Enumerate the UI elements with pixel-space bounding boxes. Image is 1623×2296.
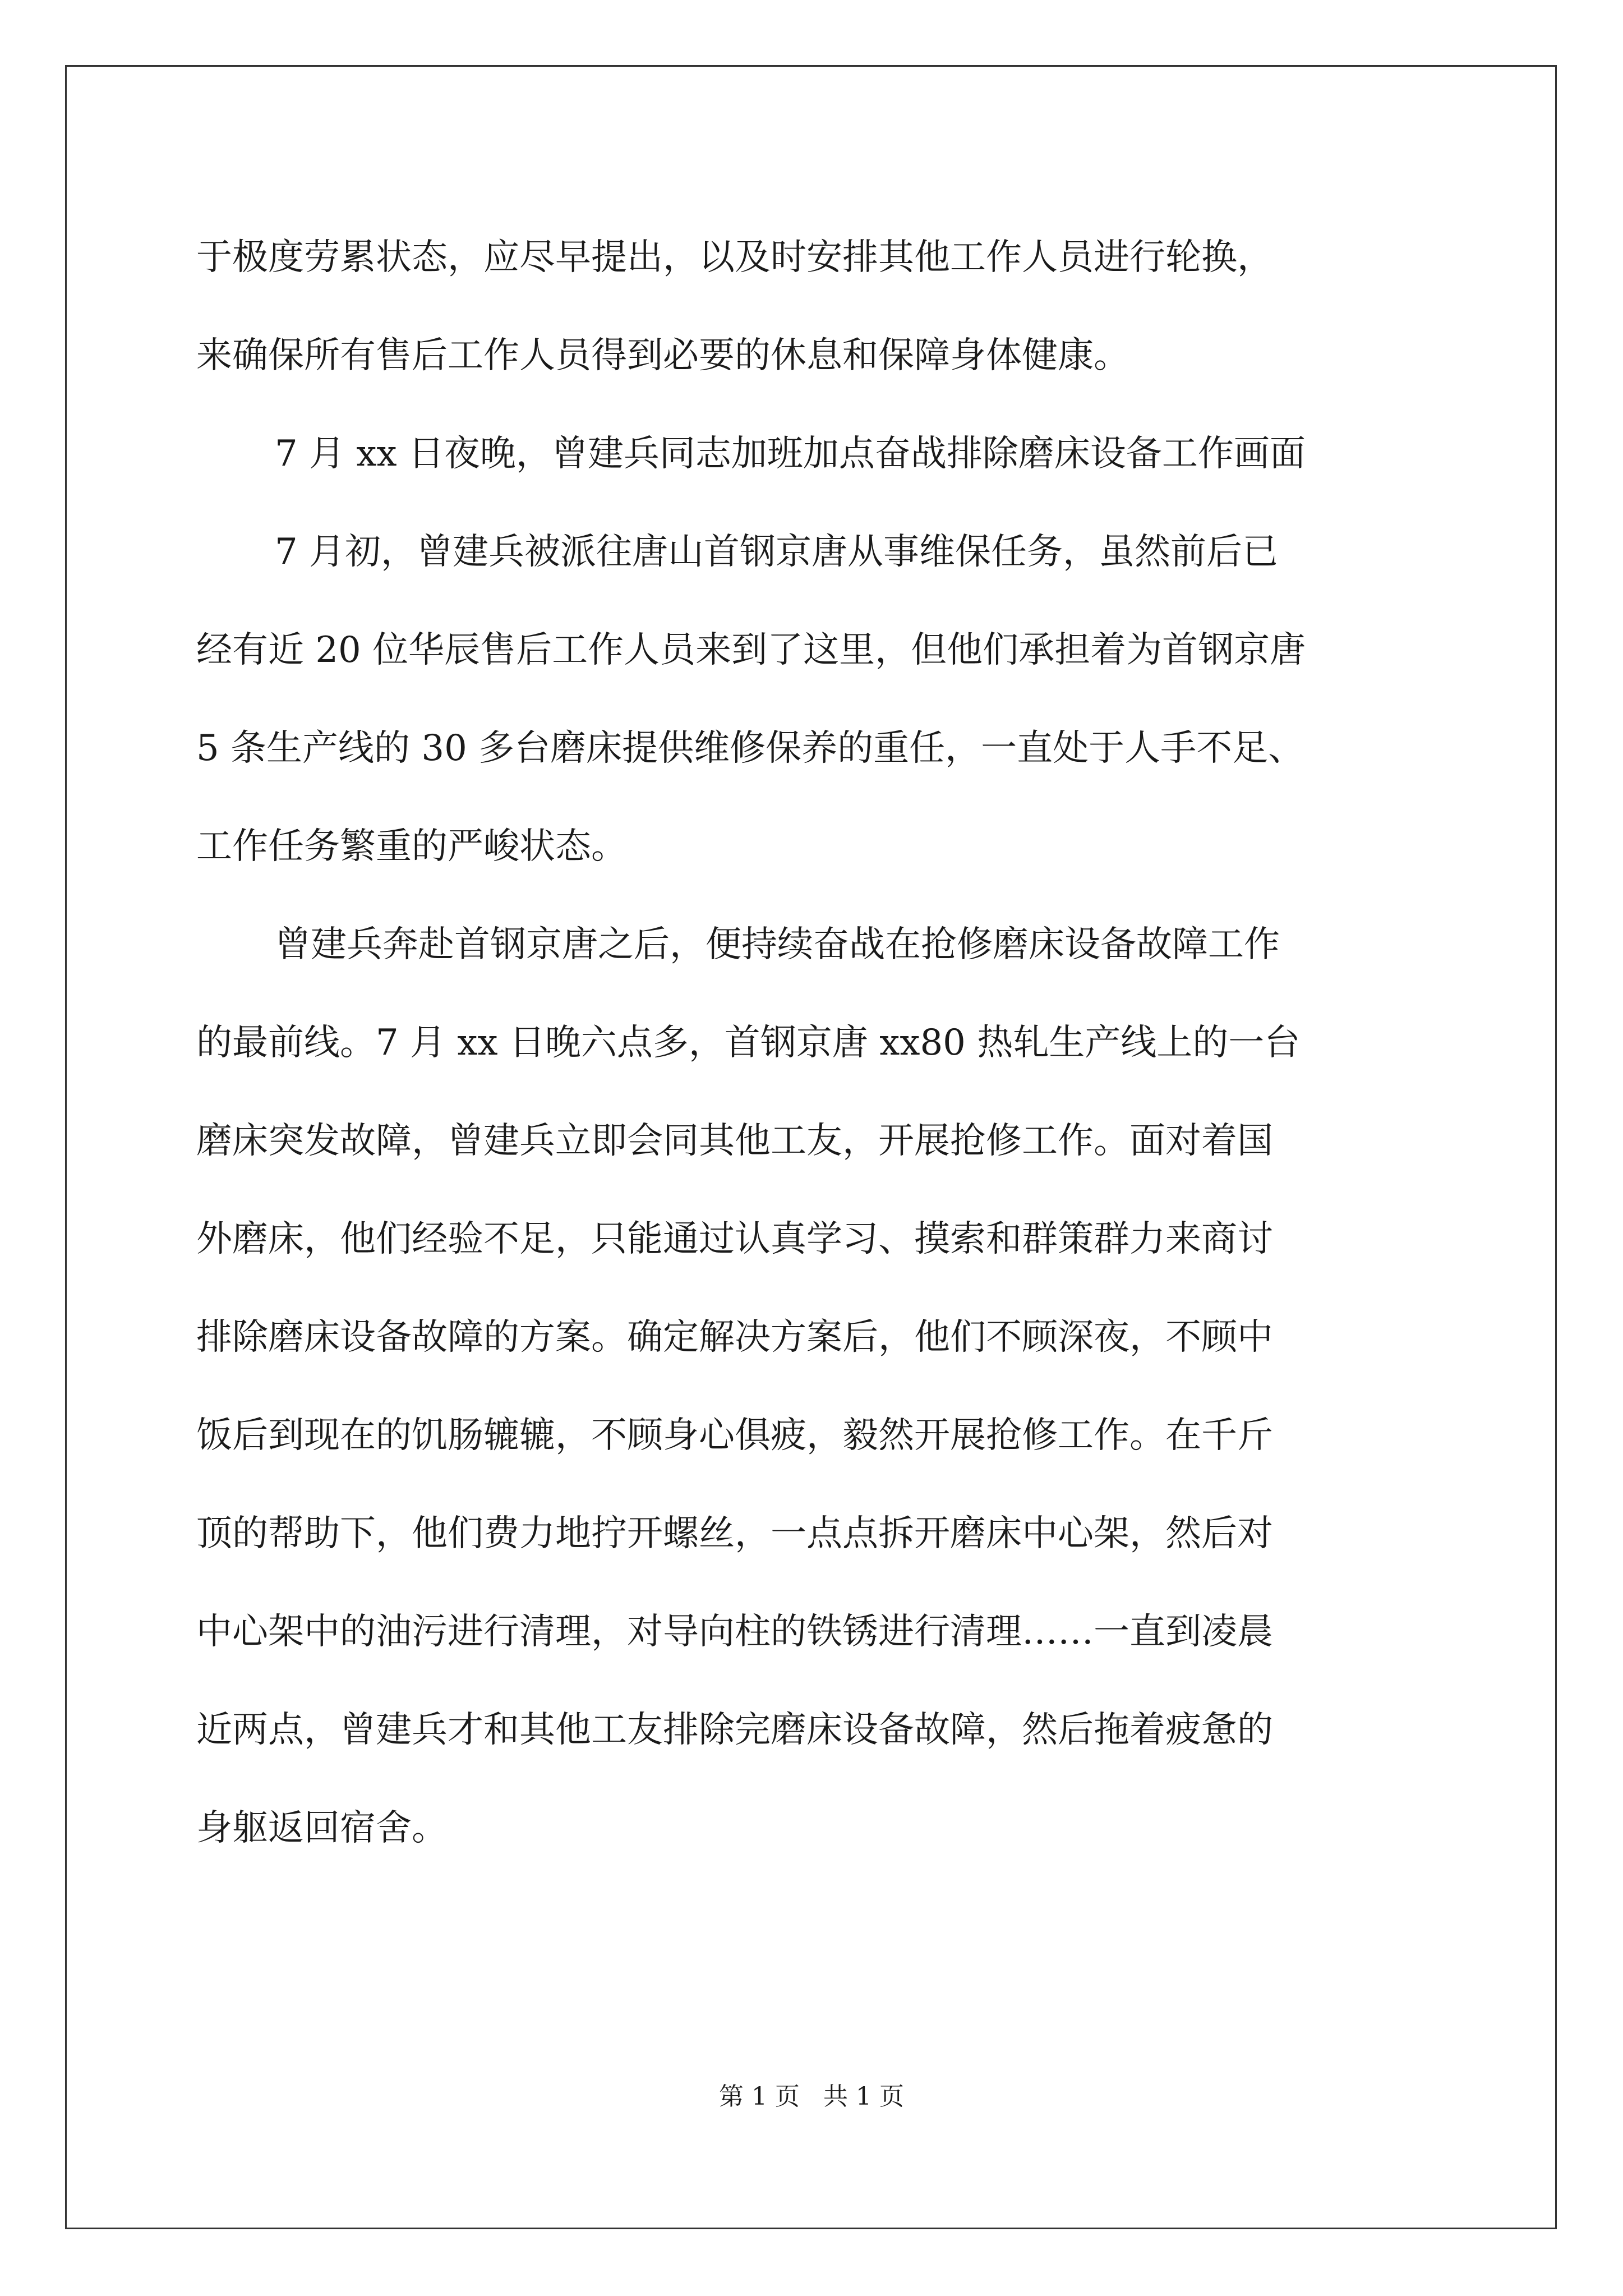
- text-line: 饭后到现在的饥肠辘辘，不顾身心俱疲，毅然开展抢修工作。在千斤: [196, 1415, 1273, 1456]
- text-line: 来确保所有售后工作人员得到必要的休息和保障身体健康。: [196, 335, 1129, 376]
- text-line: 顶的帮助下，他们费力地拧开螺丝，一点点拆开磨床中心架，然后对: [196, 1513, 1273, 1554]
- text-line: 5 条生产线的 30 多台磨床提供维修保养的重任，一直处于人手不足、: [196, 728, 1304, 769]
- text-line: 7 月初，曾建兵被派往唐山首钢京唐从事维保任务，虽然前后已: [275, 531, 1279, 573]
- text-line: 7 月 xx 日夜晚，曾建兵同志加班加点奋战排除磨床设备工作画面: [275, 433, 1306, 475]
- document-body: [196, 209, 1441, 1878]
- page-footer: 第 1 页 共 1 页: [719, 2082, 904, 2111]
- text-line: 工作任务繁重的严峻状态。: [196, 826, 627, 867]
- text-line: 身躯返回宿舍。: [196, 1807, 448, 1849]
- text-line: 曾建兵奔赴首钢京唐之后，便持续奋战在抢修磨床设备故障工作: [275, 924, 1280, 965]
- text-line: 经有近 20 位华辰售后工作人员来到了这里，但他们承担着为首钢京唐: [196, 629, 1306, 671]
- text-line: 排除磨床设备故障的方案。确定解决方案后，他们不顾深夜，不顾中: [196, 1317, 1273, 1358]
- text-line: 近两点，曾建兵才和其他工友排除完磨床设备故障，然后拖着疲惫的: [196, 1709, 1273, 1751]
- text-line: 磨床突发故障，曾建兵立即会同其他工友，开展抢修工作。面对着国: [196, 1120, 1273, 1162]
- text-line: 中心架中的油污进行清理，对导向柱的铁锈进行清理……一直到凌晨: [196, 1611, 1273, 1653]
- text-line: 于极度劳累状态，应尽早提出，以及时安排其他工作人员进行轮换，: [196, 237, 1273, 278]
- text-line: 的最前线。7 月 xx 日晚六点多，首钢京唐 xx80 热轧生产线上的一台: [196, 1022, 1301, 1064]
- text-line: 外磨床，他们经验不足，只能通过认真学习、摸索和群策群力来商讨: [196, 1218, 1273, 1260]
